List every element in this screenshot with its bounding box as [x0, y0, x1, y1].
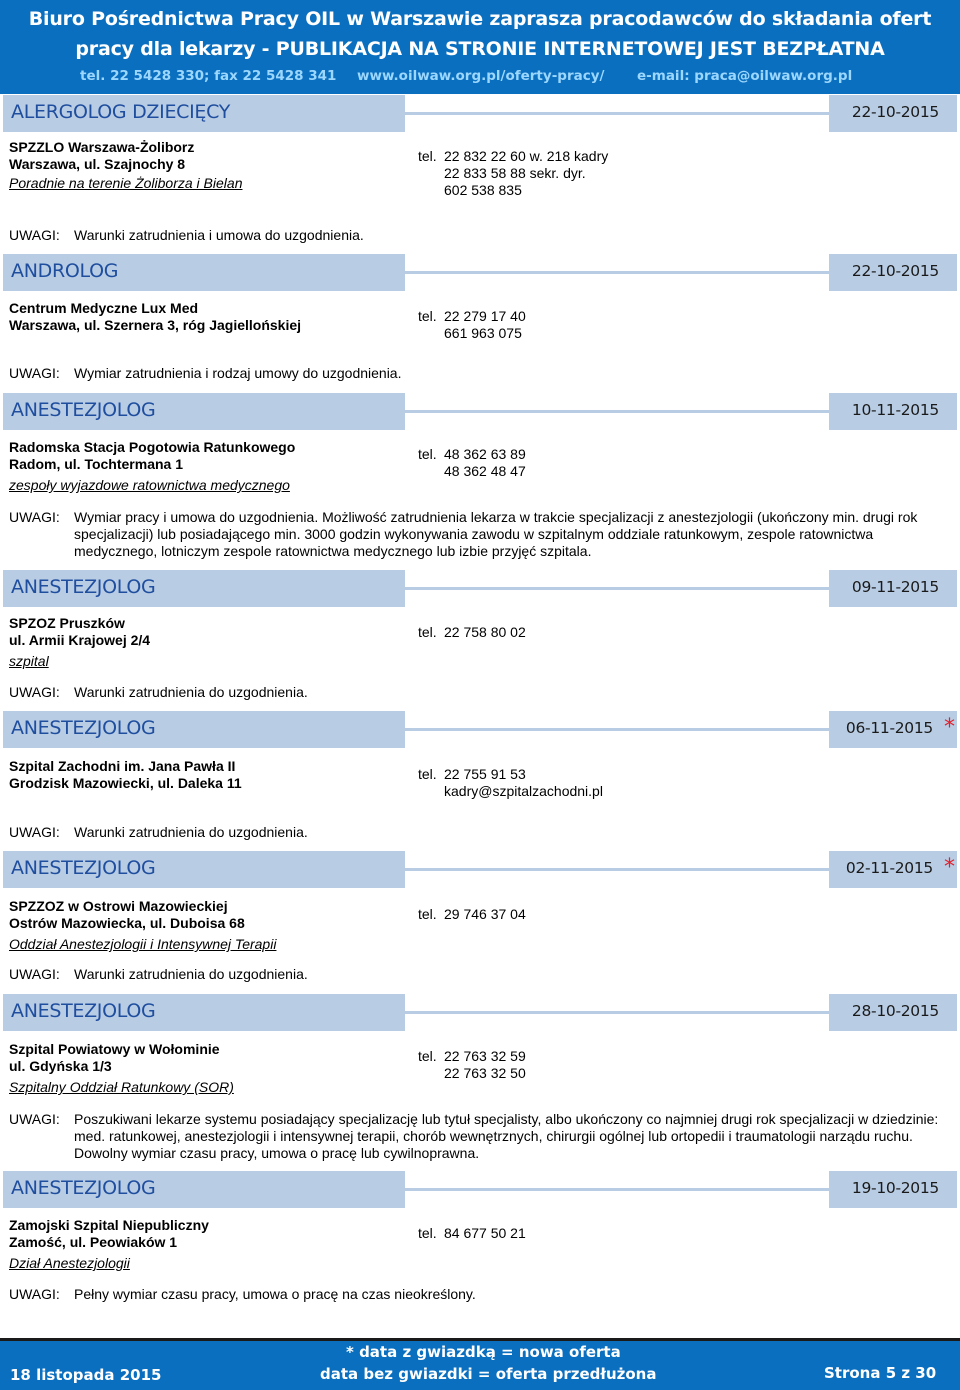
specialty-title: ALERGOLOG DZIECIĘCY [11, 101, 231, 123]
notes-label: UWAGI: [9, 1111, 60, 1127]
notes-block [9, 684, 949, 701]
employer-name: SPZZLO Warszawa-Żoliborz [9, 139, 195, 155]
specialty-title: ANESTEZJOLOG [11, 1177, 156, 1199]
contact-block [418, 906, 526, 923]
divider [405, 1011, 829, 1014]
notes-text: Wymiar pracy i umowa do uzgodnienia. Możliwość zatrudnienia lekarza w trakcie specjalizacji z anestezjologii (ukończony min. drugi rok specjalizacji) lub posiadającego min. 3000 godzin wykonywania zawodu w szpitalnym oddziale ratunkowym, zespole ratownictwa medycznego, lotniczym zespole ratownictwa medycznego lub izbie przyjęć szpitala. [74, 509, 918, 559]
date-box [829, 1171, 957, 1208]
employer-block [9, 139, 242, 192]
specialty-bar [3, 570, 405, 607]
offer-date: 28-10-2015 [851, 1002, 939, 1020]
notes-block [9, 1286, 949, 1303]
date-box [829, 994, 957, 1031]
tel-label: tel. [418, 1048, 437, 1064]
footer-date: 18 listopada 2015 [10, 1366, 162, 1384]
contact-block [418, 766, 603, 800]
date-box [829, 570, 957, 607]
employer-address: Radom, ul. Tochtermana 1 [9, 456, 183, 472]
specialty-title: ANESTEZJOLOG [11, 399, 156, 421]
divider [405, 728, 829, 731]
employer-address: Zamość, ul. Peowiaków 1 [9, 1234, 178, 1250]
notes-label: UWAGI: [9, 365, 60, 381]
tel-label: tel. [418, 1225, 437, 1241]
employer-name: Radomska Stacja Pogotowia Ratunkowego [9, 439, 296, 455]
phone-number: 22 279 17 40 [444, 308, 526, 324]
employer-block [9, 758, 242, 792]
specialty-bar [3, 95, 405, 132]
notes-label: UWAGI: [9, 227, 60, 243]
specialty-bar [3, 711, 405, 748]
divider [405, 1188, 829, 1191]
specialty-title: ANDROLOG [11, 260, 119, 282]
tel-label: tel. [418, 624, 437, 640]
email-link[interactable]: kadry@szpitalzachodni.pl [444, 783, 603, 799]
specialty-bar [3, 994, 405, 1031]
notes-label: UWAGI: [9, 966, 60, 982]
header-email-link[interactable]: e-mail: praca@oilwaw.org.pl [637, 68, 853, 84]
date-box [829, 851, 957, 888]
employer-block [9, 1041, 234, 1096]
header-banner [0, 0, 960, 94]
phone-number: 22 833 58 88 sekr. dyr. [444, 165, 586, 181]
employer-department: Szpitalny Oddział Ratunkowy (SOR) [9, 1079, 234, 1095]
employer-block [9, 439, 295, 494]
divider [405, 410, 829, 413]
contact-block [418, 308, 526, 342]
notes-text: Poszukiwani lekarze systemu posiadający specjalizację lub tytuł specjalisty, albo ukończony co najmniej drugi rok specjalizacji w dziedzinie: med. ratunkowej, anestezjologii i intensywnej terapii, chorób wewnętrznych, chirurgii ogólnej lub ortopedii i traumatologii narządu ruchu. Dowolny wymiar czasu pracy, umowa o pracę lub cywilnoprawna. [74, 1111, 939, 1161]
contact-block [418, 446, 526, 480]
notes-text: Wymiar zatrudnienia i rodzaj umowy do uzgodnienia. [74, 365, 402, 381]
contact-block [418, 1225, 526, 1242]
offer-date: 22-10-2015 [851, 262, 939, 280]
notes-label: UWAGI: [9, 824, 60, 840]
employer-address: Warszawa, ul. Szernera 3, róg Jagiellońskiej [9, 317, 302, 333]
employer-address: Warszawa, ul. Szajnochy 8 [9, 156, 186, 172]
employer-block [9, 1217, 209, 1272]
employer-address: Grodzisk Mazowiecki, ul. Daleka 11 [9, 775, 242, 791]
contact-block [418, 148, 608, 199]
employer-department: Poradnie na terenie Żoliborza i Bielan [9, 175, 243, 191]
employer-address: Ostrów Mazowiecka, ul. Duboisa 68 [9, 915, 245, 931]
offer-date: 19-10-2015 [851, 1179, 939, 1197]
phone-number: 22 832 22 60 w. 218 kadry [444, 148, 609, 164]
specialty-title: ANESTEZJOLOG [11, 717, 156, 739]
notes-label: UWAGI: [9, 509, 60, 525]
employer-name: SPZOZ Pruszków [9, 615, 125, 631]
footer-bar [0, 1341, 960, 1390]
notes-block [9, 1111, 949, 1162]
header-phone: tel. 22 5428 330; fax 22 5428 341 [80, 68, 337, 84]
page-number: Strona 5 z 30 [824, 1364, 937, 1382]
date-box [829, 393, 957, 430]
tel-label: tel. [418, 308, 437, 324]
employer-department: szpital [9, 653, 49, 669]
phone-number: 48 362 63 89 [444, 446, 526, 462]
phone-number: 22 763 32 50 [444, 1065, 526, 1081]
employer-address: ul. Armii Krajowej 2/4 [9, 632, 151, 648]
notes-block [9, 227, 949, 244]
employer-department: Dział Anestezjologii [9, 1255, 130, 1271]
phone-number: 22 758 80 02 [444, 624, 526, 640]
employer-block [9, 898, 276, 953]
employer-name: Zamojski Szpital Niepubliczny [9, 1217, 209, 1233]
employer-name: Centrum Medyczne Lux Med [9, 300, 199, 316]
contact-block [418, 1048, 526, 1082]
footer-legend-old: data bez gwiazdki = oferta przedłużona [320, 1365, 657, 1383]
offer-date: 06-11-2015 [845, 719, 933, 737]
offer-date: 09-11-2015 [851, 578, 939, 596]
notes-block [9, 509, 949, 560]
specialty-bar [3, 1171, 405, 1208]
employer-block [9, 615, 150, 670]
phone-number: 602 538 835 [444, 182, 522, 198]
employer-name: Szpital Zachodni im. Jana Pawła II [9, 758, 236, 774]
employer-department: zespoły wyjazdowe ratownictwa medycznego [9, 477, 290, 493]
divider [405, 271, 829, 274]
employer-block [9, 300, 301, 334]
header-title-line1: Biuro Pośrednictwa Pracy OIL w Warszawie zaprasza pracodawców do składania ofert [28, 8, 932, 30]
contact-block [418, 624, 526, 641]
tel-label: tel. [418, 446, 437, 462]
notes-text: Warunki zatrudnienia do uzgodnienia. [74, 966, 308, 982]
phone-number: 48 362 48 47 [444, 463, 526, 479]
header-website-link[interactable]: www.oilwaw.org.pl/oferty-pracy/ [357, 68, 605, 84]
notes-block [9, 966, 949, 983]
new-offer-star: * [944, 855, 955, 880]
date-box [829, 711, 957, 748]
notes-text: Warunki zatrudnienia do uzgodnienia. [74, 684, 308, 700]
employer-department: Oddział Anestezjologii i Intensywnej Terapii [9, 936, 277, 952]
phone-number: 84 677 50 21 [444, 1225, 526, 1241]
specialty-bar [3, 393, 405, 430]
header-title-line2: pracy dla lekarzy - PUBLIKACJA NA STRONIE INTERNETOWEJ JEST BEZPŁATNA [75, 38, 885, 60]
tel-label: tel. [418, 148, 437, 164]
notes-block [9, 824, 949, 841]
divider [405, 587, 829, 590]
offer-date: 10-11-2015 [851, 401, 939, 419]
employer-address: ul. Gdyńska 1/3 [9, 1058, 112, 1074]
phone-number: 22 763 32 59 [444, 1048, 526, 1064]
employer-name: Szpital Powiatowy w Wołominie [9, 1041, 220, 1057]
divider [405, 112, 829, 115]
employer-name: SPZZOZ w Ostrowi Mazowieckiej [9, 898, 228, 914]
specialty-bar [3, 254, 405, 291]
specialty-title: ANESTEZJOLOG [11, 857, 156, 879]
specialty-bar [3, 851, 405, 888]
phone-number: 22 755 91 53 [444, 766, 526, 782]
footer-legend-new: * data z gwiazdką = nowa oferta [346, 1343, 621, 1361]
phone-number: 661 963 075 [444, 325, 522, 341]
notes-label: UWAGI: [9, 684, 60, 700]
specialty-title: ANESTEZJOLOG [11, 576, 156, 598]
notes-block [9, 365, 949, 382]
offer-date: 02-11-2015 [845, 859, 933, 877]
tel-label: tel. [418, 766, 437, 782]
tel-label: tel. [418, 906, 437, 922]
phone-number: 29 746 37 04 [444, 906, 526, 922]
divider [405, 868, 829, 871]
offer-date: 22-10-2015 [851, 103, 939, 121]
header-contacts [0, 68, 960, 88]
notes-text: Warunki zatrudnienia i umowa do uzgodnienia. [74, 227, 364, 243]
new-offer-star: * [944, 715, 955, 740]
specialty-title: ANESTEZJOLOG [11, 1000, 156, 1022]
notes-text: Warunki zatrudnienia do uzgodnienia. [74, 824, 308, 840]
date-box [829, 254, 957, 291]
notes-label: UWAGI: [9, 1286, 60, 1302]
notes-text: Pełny wymiar czasu pracy, umowa o pracę na czas nieokreślony. [74, 1286, 476, 1302]
date-box [829, 95, 957, 132]
